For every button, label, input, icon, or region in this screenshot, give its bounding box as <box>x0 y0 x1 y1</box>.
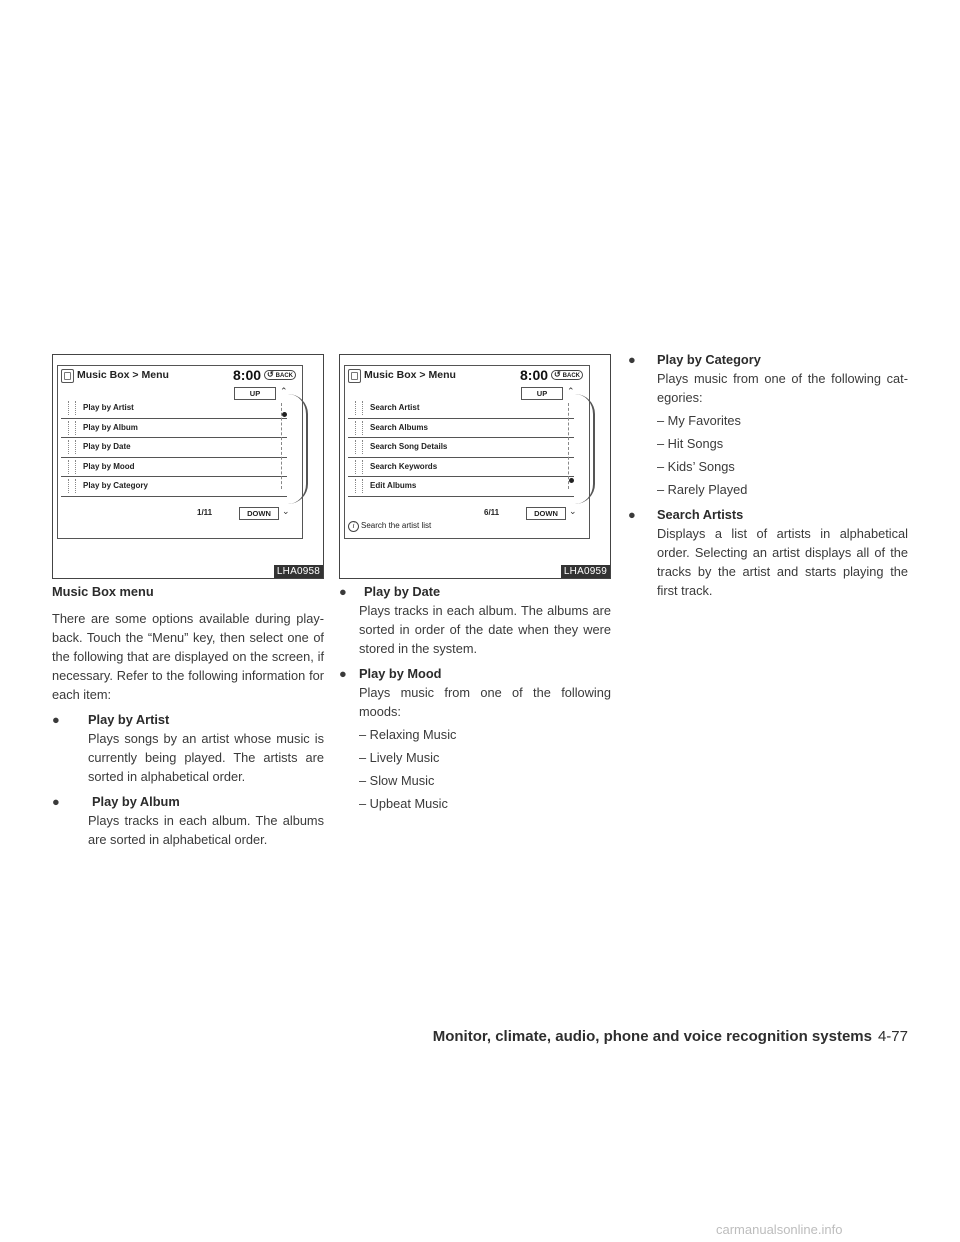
list-item: – Hit Songs <box>657 436 724 451</box>
menu-item-search-keywords[interactable]: Search Keywords <box>348 458 574 478</box>
double-chevron-up-icon[interactable]: ⌃ <box>280 386 288 396</box>
list-item: – Upbeat Music <box>359 796 448 811</box>
figure-code: LHA0959 <box>561 565 610 578</box>
page-indicator: 1/11 <box>197 508 213 517</box>
page-footer <box>420 1028 908 1045</box>
bullet-title: Play by Category <box>657 352 761 367</box>
text-column-2 <box>339 582 611 817</box>
bullet-icon: ● <box>628 507 636 522</box>
screen-title: Music Box > Menu <box>364 369 456 381</box>
back-button[interactable]: ↺ BACK <box>264 370 296 380</box>
text-column-3 <box>628 350 908 604</box>
bullet-play-by-date <box>339 582 611 658</box>
menu-item-search-albums[interactable]: Search Albums <box>348 419 574 439</box>
screen-arc-decoration <box>575 394 595 504</box>
footer-section-title: Monitor, climate, audio, phone and voice recognition systems <box>432 1028 872 1045</box>
bullet-icon: ● <box>339 584 347 599</box>
list-item: – Kids’ Songs <box>657 459 735 474</box>
screen-title: Music Box > Menu <box>77 369 169 381</box>
bullet-desc: Plays songs by an artist whose music is currently being played. The artists are sorted in alphabetical order. <box>88 731 324 784</box>
bullet-desc: Plays music from one of the following moods: <box>359 685 611 719</box>
double-chevron-up-icon[interactable]: ⌃ <box>567 386 575 396</box>
menu-list <box>61 399 287 497</box>
intro-paragraph: There are some options available during play-back. Touch the “Menu” key, then select one of the following that are displayed on the screen, if necessary. Refer to the following information for each item: <box>52 611 324 702</box>
bullet-play-by-artist <box>52 710 324 786</box>
back-button[interactable]: ↺ BACK <box>551 370 583 380</box>
bullet-title: Play by Album <box>92 794 180 809</box>
menu-item-edit-albums[interactable]: Edit Albums <box>348 477 574 497</box>
bullet-desc: Displays a list of artists in alphabetical order. Selecting an artist displays all of the tracks by the artist and starts playing the first track. <box>657 526 908 598</box>
watermark: carmanualsonline.info <box>716 1222 843 1237</box>
list-item: – Relaxing Music <box>359 727 457 742</box>
down-button[interactable]: DOWN <box>526 507 566 520</box>
bullet-title: Play by Artist <box>88 712 170 727</box>
bullet-icon: ● <box>52 712 60 727</box>
screen-header <box>58 366 302 386</box>
bullet-title: Play by Date <box>364 584 441 599</box>
hint-label: Search the artist list <box>361 521 432 530</box>
bullet-icon: ● <box>52 794 60 809</box>
music-box-icon <box>348 369 361 383</box>
info-icon: i <box>348 521 359 532</box>
scrollbar-thumb[interactable] <box>569 478 574 483</box>
figure-music-box-menu-2 <box>339 354 611 579</box>
bullet-search-artists <box>628 505 908 600</box>
figure-code: LHA0958 <box>274 565 323 578</box>
clock: 8:00 <box>520 367 549 383</box>
screen-display <box>344 365 590 539</box>
text-column-1 <box>52 582 324 853</box>
bullet-play-by-album <box>52 792 324 849</box>
menu-item-play-by-album[interactable]: Play by Album <box>61 419 287 439</box>
menu-item-search-song-details[interactable]: Search Song Details <box>348 438 574 458</box>
bullet-icon: ● <box>339 666 347 681</box>
list-item: – Slow Music <box>359 773 435 788</box>
screen-header <box>345 366 589 386</box>
music-box-icon <box>61 369 74 383</box>
list-item: – Rarely Played <box>657 482 748 497</box>
menu-list <box>348 399 574 497</box>
screen-arc-decoration <box>288 394 308 504</box>
list-item: – My Favorites <box>657 413 741 428</box>
menu-item-play-by-artist[interactable]: Play by Artist <box>61 399 287 419</box>
menu-item-play-by-category[interactable]: Play by Category <box>61 477 287 497</box>
down-button[interactable]: DOWN <box>239 507 279 520</box>
menu-item-play-by-mood[interactable]: Play by Mood <box>61 458 287 478</box>
double-chevron-down-icon[interactable]: ⌄ <box>569 506 577 516</box>
bullet-play-by-category <box>628 350 908 499</box>
list-item: – Lively Music <box>359 750 440 765</box>
double-chevron-down-icon[interactable]: ⌄ <box>282 506 290 516</box>
bullet-title: Play by Mood <box>359 666 442 681</box>
page-indicator: 6/11 <box>484 508 500 517</box>
figure-music-box-menu-1 <box>52 354 324 579</box>
bullet-desc: Plays music from one of the following cat-egories: <box>657 371 908 405</box>
bullet-icon: ● <box>628 352 636 367</box>
up-button[interactable]: UP <box>234 387 276 400</box>
page-number: 4-77 <box>877 1028 908 1045</box>
menu-item-search-artist[interactable]: Search Artist <box>348 399 574 419</box>
section-heading: Music Box menu <box>52 584 154 599</box>
bullet-play-by-mood <box>339 664 611 813</box>
menu-item-play-by-date[interactable]: Play by Date <box>61 438 287 458</box>
hint-text <box>348 521 431 532</box>
up-button[interactable]: UP <box>521 387 563 400</box>
screen-display <box>57 365 303 539</box>
scrollbar-thumb[interactable] <box>282 412 287 417</box>
bullet-desc: Plays tracks in each album. The albums are sorted in order of the date when they were stored in the system. <box>359 603 611 656</box>
bullet-desc: Plays tracks in each album. The albums are sorted in alphabetical order. <box>88 813 324 847</box>
clock: 8:00 <box>233 367 262 383</box>
bullet-title: Search Artists <box>657 507 744 522</box>
